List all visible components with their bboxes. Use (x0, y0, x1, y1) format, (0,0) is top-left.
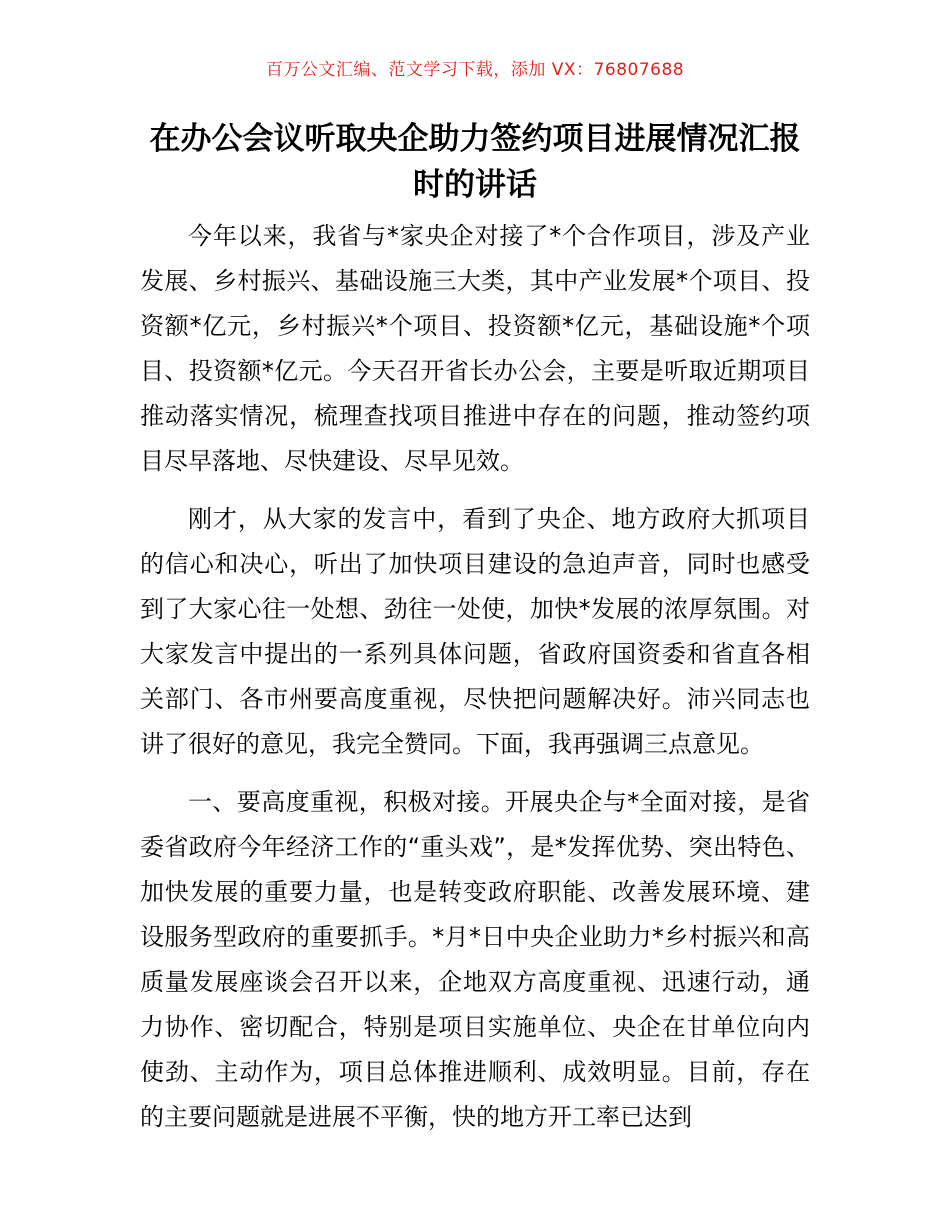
paragraph-2: 刚才，从大家的发言中，看到了央企、地方政府大抓项目的信心和决心，听出了加快项目建设的急迫声音，同时也感受到了大家心往一处想、劲往一处使，加快*发展的浓厚氛围。对大家发言中提出的一系列具体问题，省政府国资委和省直各相关部门、各市州要高度重视，尽快把问题解决好。沛兴同志也讲了很好的意见，我完全赞同。下面，我再强调三点意见。 (140, 505, 810, 758)
paragraph-1: 今年以来，我省与*家央企对接了*个合作项目，涉及产业发展、乡村振兴、基础设施三大类，其中产业发展*个项目、投资额*亿元，乡村振兴*个项目、投资额*亿元，基础设施*个项目、投资额*亿元。今天召开省长办公会，主要是听取近期项目推动落实情况，梳理查找项目推进中存在的问题，推动签约项目尽早落地、尽快建设、尽早见效。 (140, 222, 810, 475)
document-title: 在办公会议听取央企助力签约项目进展情况汇报时的讲话 (149, 121, 801, 203)
paragraph-3: 一、要高度重视，积极对接。开展央企与*全面对接，是省委省政府今年经济工作的“重头戏”，是*发挥优势、突出特色、加快发展的重要力量，也是转变政府职能、改善发展环境、建设服务型政府的重要抓手。*月*日中央企业助力*乡村振兴和高质量发展座谈会召开以来，企地双方高度重视、迅速行动，通力协作、密切配合，特别是项目实施单位、央企在甘单位向内使劲、主动作为，项目总体推进顺利、成效明显。目前，存在的主要问题就是进展不平衡，快的地方开工率已达到 (140, 788, 810, 1131)
header-watermark-text: 百万公文汇编、范文学习下载，添加 VX：76807688 (265, 60, 685, 80)
document-body (140, 214, 810, 1153)
